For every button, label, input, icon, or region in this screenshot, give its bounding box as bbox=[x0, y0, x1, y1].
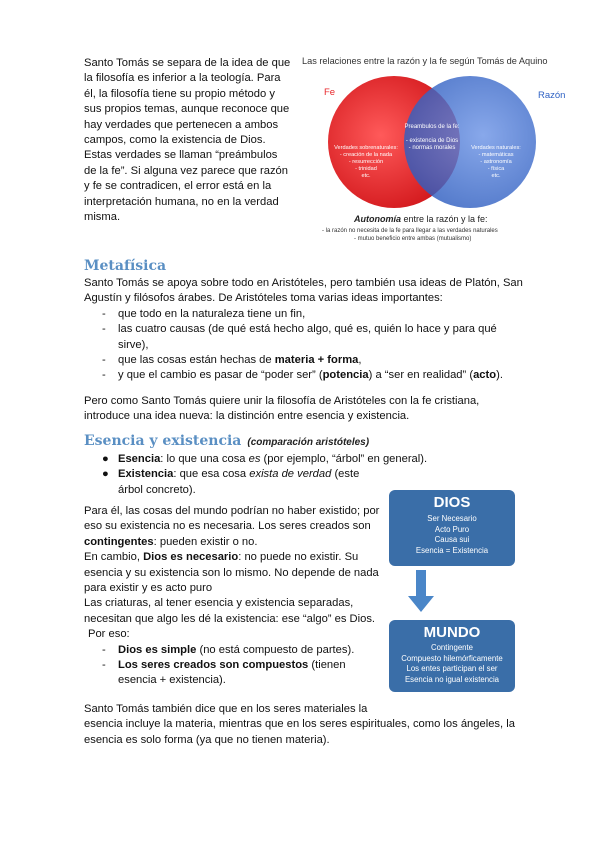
venn-note-1: - la razón no necesita de la fe para llegar a las verdades naturales bbox=[322, 228, 498, 234]
svg-text:- existencia de Dios: - existencia de Dios bbox=[405, 138, 459, 144]
list-item: ● Existencia: que esa cosa exista de verdad (este árbol concreto). bbox=[102, 468, 360, 496]
down-arrow-icon bbox=[406, 570, 436, 614]
list-item: - que las cosas están hechas de materia + forma, bbox=[102, 354, 362, 367]
metafisica-section: Santo Tomás se apoya sobre todo en Aristóteles, pero también usa ideas de Platón, San Agustín y filósofos árabes. De Aristóteles toma varias ideas importantes: - que todo en la naturaleza tiene un fin, - las cuatro causas (de qué está hecho algo, qué es, quién lo hace y para qué sirve), - que las cosas están hechas de materia + forma, - y que el cambio es pasar de “poder ser” (potencia) a “ser en realidad” (acto). Pero como Santo Tomás quiere unir la filosofía de Aristóteles con la fe cristiana, introduce una idea nueva: la distinción entre esencia y existencia. bbox=[84, 277, 523, 423]
svg-text:etc.: etc. bbox=[491, 173, 501, 179]
overlap-text bbox=[404, 124, 459, 151]
svg-text:- resurrección: - resurrección bbox=[348, 159, 384, 165]
esencia-heading: Esencia y existencia (comparación aristóteles) bbox=[84, 433, 370, 449]
list-item: ● Esencia: lo que una cosa es (por ejemplo, “árbol” en general). bbox=[102, 453, 428, 465]
svg-text:- trinidad: - trinidad bbox=[355, 166, 377, 172]
venn-title: Las relaciones entre la razón y la fe según Tomás de Aquino bbox=[302, 56, 548, 66]
aristotle-ideas-list bbox=[84, 307, 524, 384]
svg-text:- astronomía: - astronomía bbox=[480, 159, 512, 165]
faith-reason-venn-diagram bbox=[296, 50, 586, 250]
svg-text:Verdades naturales:: Verdades naturales: bbox=[471, 145, 521, 151]
metafisica-heading: Metafísica bbox=[84, 258, 167, 274]
venn-caption: Autonomía entre la razón y la fe: bbox=[354, 214, 488, 224]
fe-label: Fe bbox=[324, 87, 336, 98]
svg-text:Preambulos de la fe:: Preambulos de la fe: bbox=[404, 124, 460, 130]
list-item: - que todo en la naturaleza tiene un fin, bbox=[102, 307, 306, 320]
svg-text:etc.: etc. bbox=[361, 173, 371, 179]
esencia-note: (comparación aristóteles) bbox=[247, 437, 370, 448]
esencia-body: Para él, las cosas del mundo podrían no haber existido; por eso su existencia no es necesaria. Los seres creados son contingentes: pueden existir o no. En cambio, Dios es necesario: no puede no existir. Su esencia y su existencia son lo mismo. No depende de nada para existir y es acto puro Las criaturas, al tener esencia y existencia separadas, necesitan que algo les dé la existencia: ese “algo” es Dios. Por eso: - Dios es simple (no está compuesto de partes). - Los seres creados son compuestos (tienen esencia + existencia). bbox=[84, 504, 384, 689]
svg-text:- matemáticas: - matemáticas bbox=[478, 152, 514, 158]
list-item: - las cuatro causas (de qué está hecho algo, qué es, quién lo hace y para qué sirve), bbox=[102, 323, 497, 351]
list-item: - Dios es simple (no está compuesto de partes). bbox=[102, 643, 355, 656]
mundo-box: MUNDO Contingente Compuesto hilemórficamente Los entes participan el ser Esencia no igual existencia bbox=[389, 620, 515, 692]
list-item: - Los seres creados son compuestos (tienen esencia + existencia). bbox=[102, 659, 346, 687]
intro-paragraph: Santo Tomás se separa de la idea de que la filosofía es inferior a la teología. Para él, la filosofía tiene su propio método y sus propios temas, aunque reconoce que hay verdades que pertenecen a ambos campos, como la existencia de Dios. Estas verdades se llaman “preámbulos de la fe”. Si alguna vez parece que razón y fe se contradicen, el error está en la interpretación humana, no en la verdad misma. bbox=[84, 57, 291, 224]
list-item: - y que el cambio es pasar de “poder ser” (potencia) a “ser en realidad” (acto). bbox=[102, 369, 503, 382]
closing-paragraph: Santo Tomás también dice que en los seres materiales la esencia incluye la materia, mientras que en los seres espirituales, como los ángeles, la esencia es solo forma (ya que no tienen materia). bbox=[84, 703, 515, 746]
venn-note-2: - mutuo beneficio entre ambas (mutualismo) bbox=[354, 236, 472, 242]
simple-composite-list bbox=[84, 643, 384, 689]
svg-text:- física: - física bbox=[487, 166, 505, 172]
razon-label: Razón bbox=[538, 90, 566, 101]
dios-box: DIOS Ser Necesario Acto Puro Causa sui Esencia = Existencia bbox=[389, 490, 515, 566]
svg-text:- normas morales: - normas morales bbox=[408, 145, 456, 151]
svg-text:Verdades sobrenaturales:: Verdades sobrenaturales: bbox=[334, 145, 398, 151]
svg-text:- creación de la nada: - creación de la nada bbox=[339, 152, 393, 158]
